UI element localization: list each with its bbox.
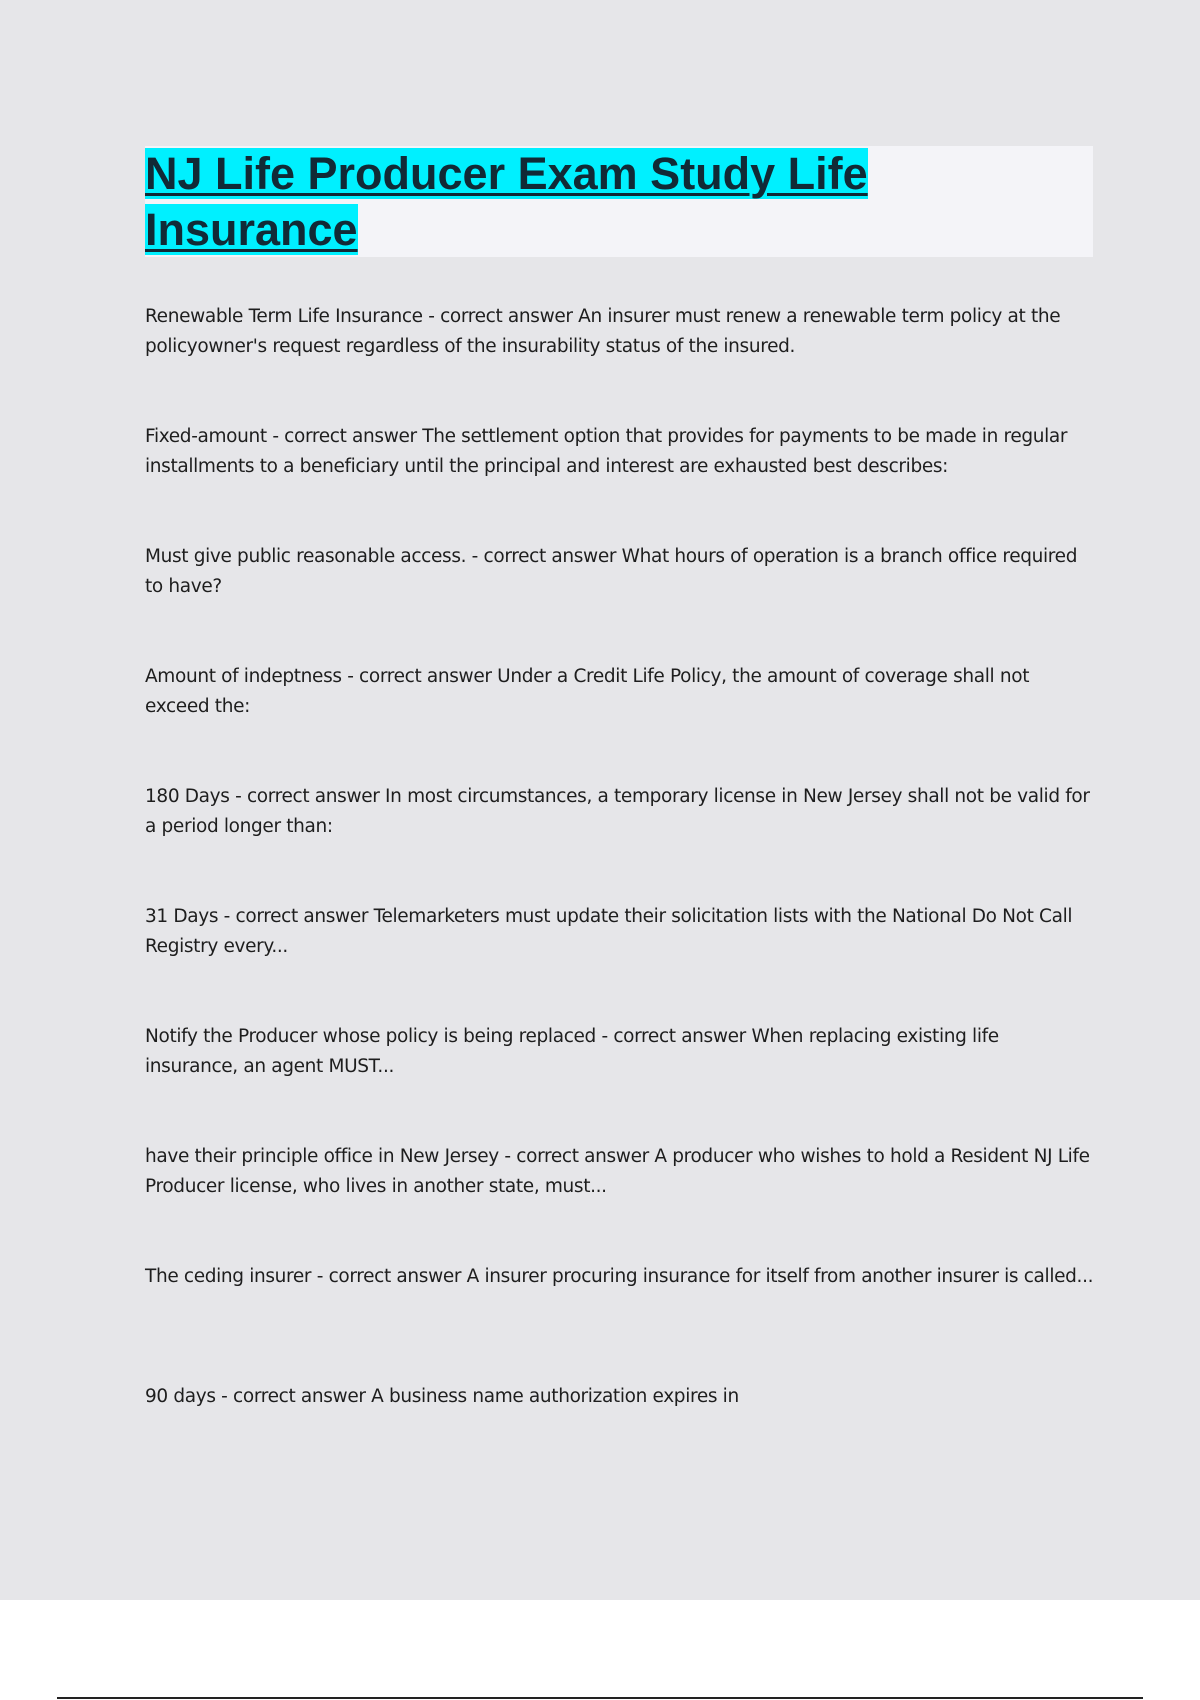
footer-divider [57,1697,1143,1699]
qa-item: 90 days - correct answer A business name authorization expires in [145,1386,739,1407]
qa-item: have their principle office in New Jersey - correct answer A producer who wishes to hold a Resident NJ Life Producer license, who lives in another state, must... [145,1146,1090,1197]
qa-item: Renewable Term Life Insurance - correct answer An insurer must renew a renewable term policy at the policyowner's request regardless of the insurability status of the insured. [145,306,1061,357]
qa-item: The ceding insurer - correct answer A insurer procuring insurance for itself from another insurer is called... [145,1266,1094,1287]
document-title [145,146,935,258]
document-title-text: NJ Life Producer Exam Study Life Insurance [145,148,868,255]
qa-item: Must give public reasonable access. - correct answer What hours of operation is a branch office required to have? [145,546,1078,597]
qa-item: Notify the Producer whose policy is being replaced - correct answer When replacing existing life insurance, an agent MUST... [145,1026,999,1077]
qa-item: Fixed-amount - correct answer The settlement option that provides for payments to be made in regular installments to a beneficiary until the principal and interest are exhausted best describes: [145,426,1068,477]
qa-item: 31 Days - correct answer Telemarketers must update their solicitation lists with the National Do Not Call Registry every... [145,906,1073,957]
qa-list [145,302,1095,1502]
qa-item: Amount of indeptness - correct answer Under a Credit Life Policy, the amount of coverage shall not exceed the: [145,666,1030,717]
qa-item: 180 Days - correct answer In most circumstances, a temporary license in New Jersey shall not be valid for a period longer than: [145,786,1090,837]
title-block [145,146,1093,257]
